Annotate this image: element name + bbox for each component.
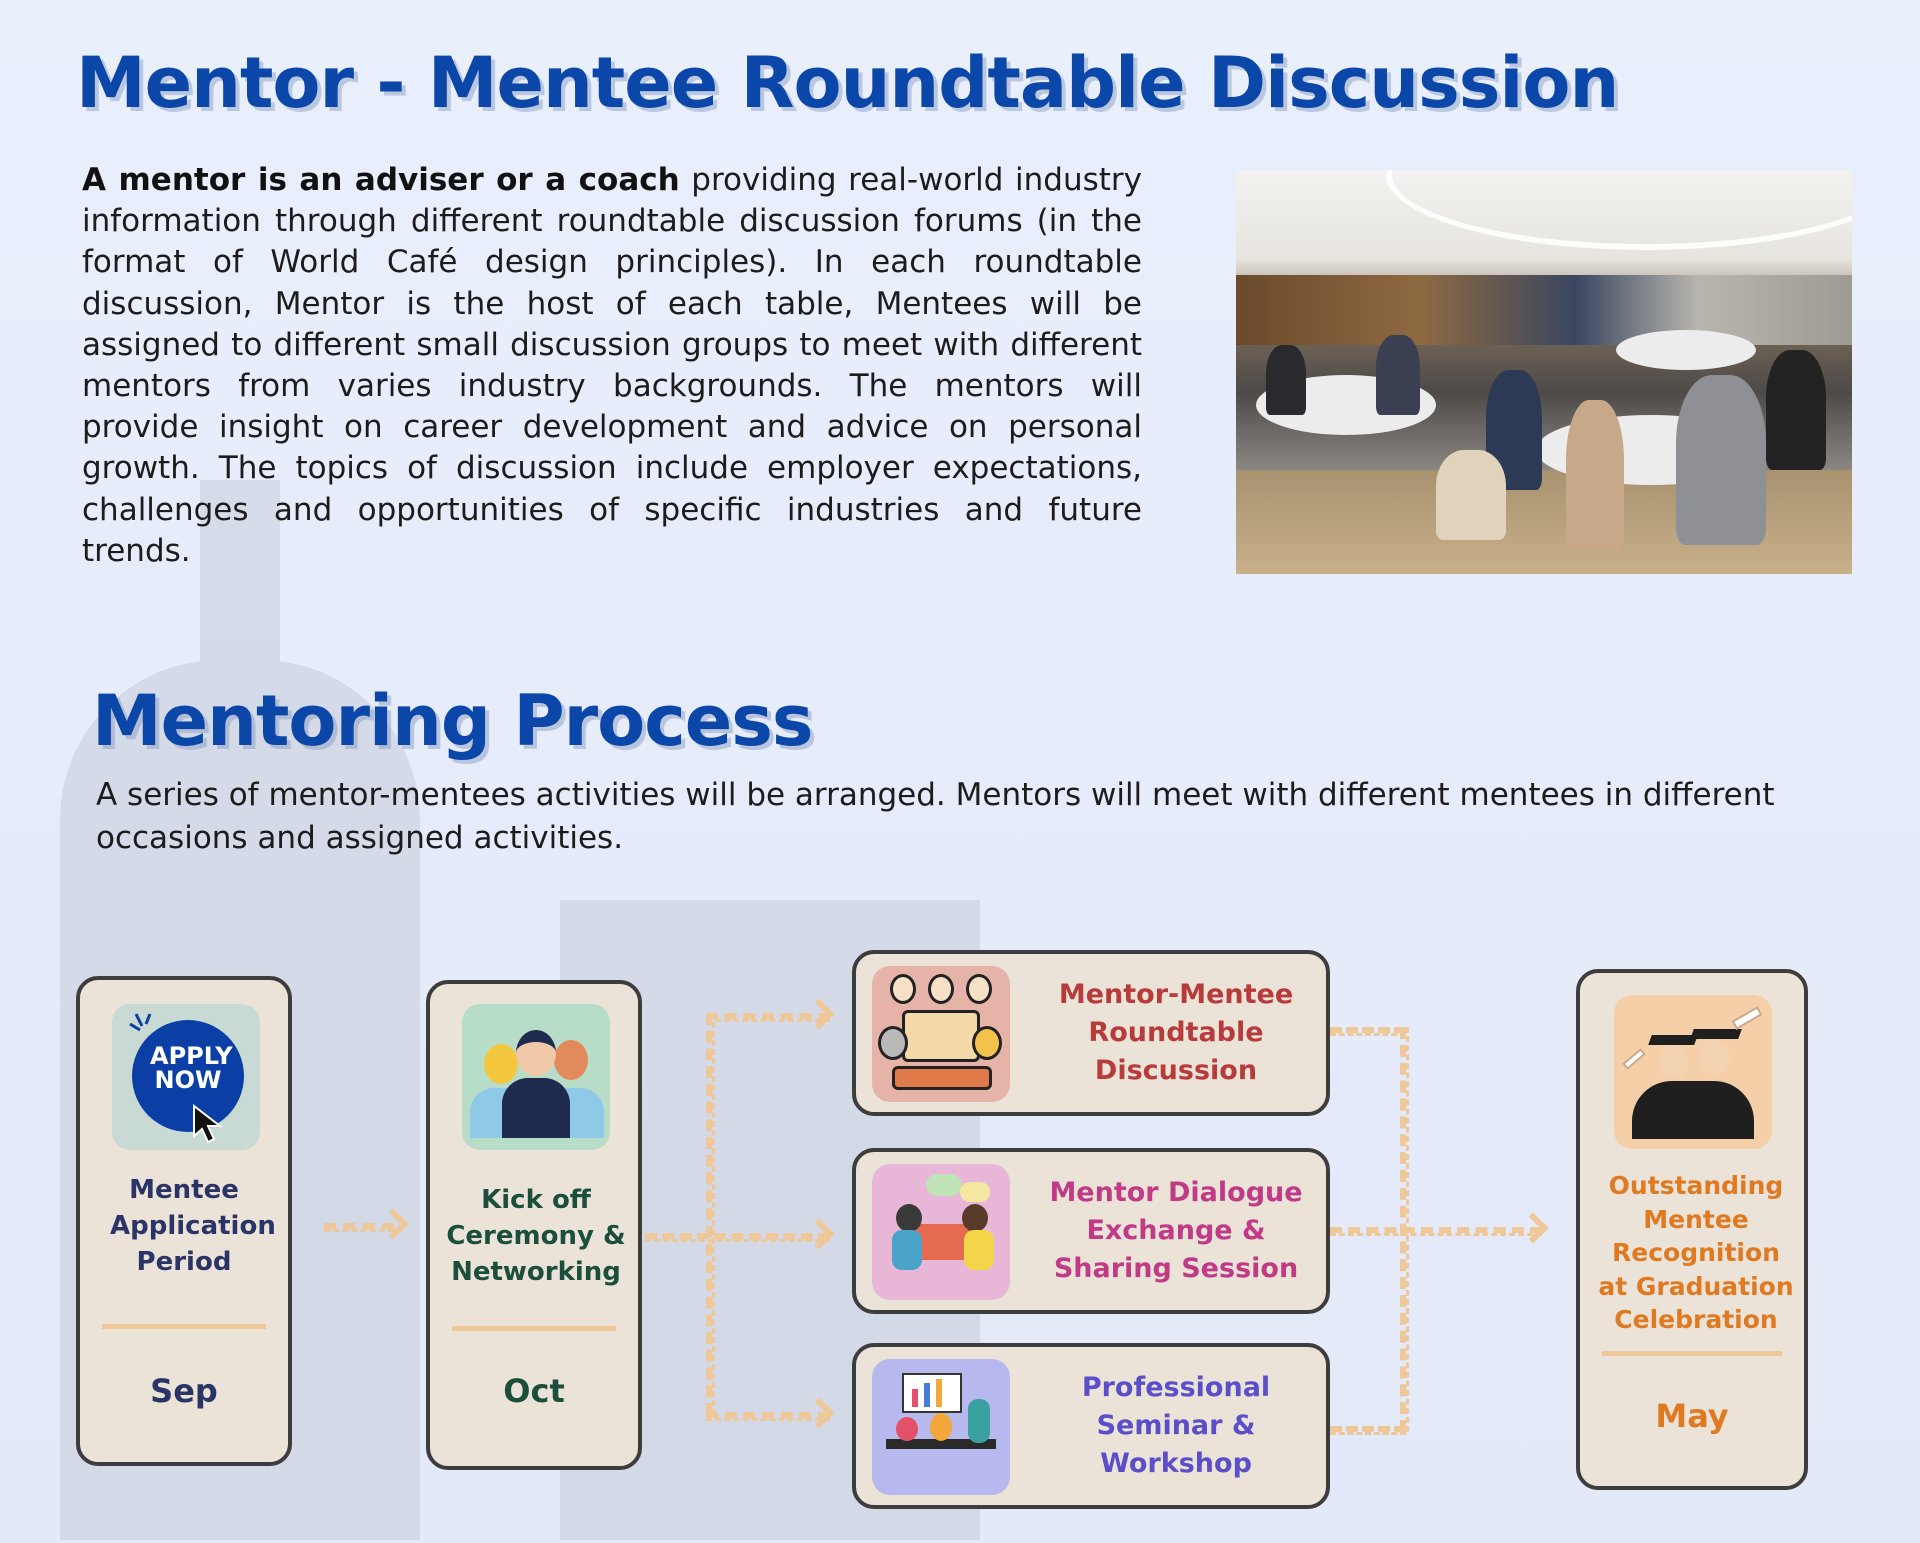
activity-card-roundtable <box>852 950 1330 1116</box>
connector-merge-bottom <box>1330 1426 1406 1435</box>
activity-card-seminar <box>852 1343 1330 1509</box>
apply-now-icon <box>112 1004 260 1150</box>
step-divider <box>1602 1351 1782 1356</box>
activity-card-dialogue <box>852 1148 1330 1314</box>
activity-label-dialogue: Mentor Dialogue Exchange & Sharing Session <box>1049 1177 1303 1284</box>
step-month-sep: Sep <box>150 1372 218 1410</box>
roundtable-photo <box>1236 170 1852 574</box>
step-label-application: Mentee Application Period <box>110 1175 276 1277</box>
step-card-kickoff <box>426 980 642 1470</box>
step-label-kickoff: Kick off Ceremony & Networking <box>446 1185 626 1287</box>
apply-now-text: APPLY NOW <box>150 1042 233 1094</box>
step-divider <box>452 1326 616 1331</box>
step-month-may: May <box>1655 1397 1729 1435</box>
connector-arrow <box>1517 1212 1548 1243</box>
step-card-recognition <box>1576 969 1808 1490</box>
activity-label-seminar: Professional Seminar & Workshop <box>1081 1372 1271 1479</box>
connector-merge-middle <box>1330 1227 1542 1236</box>
process-description: A series of mentor-mentees activities will be arranged. Mentors will meet with different mentees in different occasions and assigned activities. <box>96 777 1775 856</box>
dialogue-icon <box>872 1164 1010 1300</box>
step-month-oct: Oct <box>503 1372 565 1410</box>
process-title: Mentoring Process <box>92 680 813 762</box>
connector-merge-top <box>1330 1027 1406 1036</box>
activity-label-roundtable: Mentor-Mentee Roundtable Discussion <box>1058 979 1294 1086</box>
connector-2-branch <box>645 1233 830 1242</box>
step-divider <box>102 1324 266 1329</box>
step-card-application <box>76 976 292 1466</box>
intro-body: providing real-world industry information through different roundtable discussion forums (in the format of World Café design principles). In each roundtable discussion, Mentor is the host of each table, Mentees will be assigned to different small discussion groups to meet with different mentors from varies industry backgrounds. The mentors will provide insight on career development and advice on personal growth. The topics of discussion include employer expectations, challenges and opportunities of specific industries and future trends. <box>82 162 1142 569</box>
seminar-icon <box>872 1359 1010 1495</box>
step-label-recognition: Outstanding Mentee Recognition at Graduation Celebration <box>1598 1171 1794 1335</box>
intro-paragraph <box>82 160 1142 572</box>
team-icon <box>462 1004 610 1150</box>
intro-lead: A mentor is an adviser or a coach <box>82 162 680 198</box>
roundtable-icon <box>872 966 1010 1102</box>
connector-branch-vertical <box>706 1013 715 1415</box>
page-title: Mentor - Mentee Roundtable Discussion <box>76 42 1619 124</box>
graduation-icon <box>1614 995 1772 1149</box>
